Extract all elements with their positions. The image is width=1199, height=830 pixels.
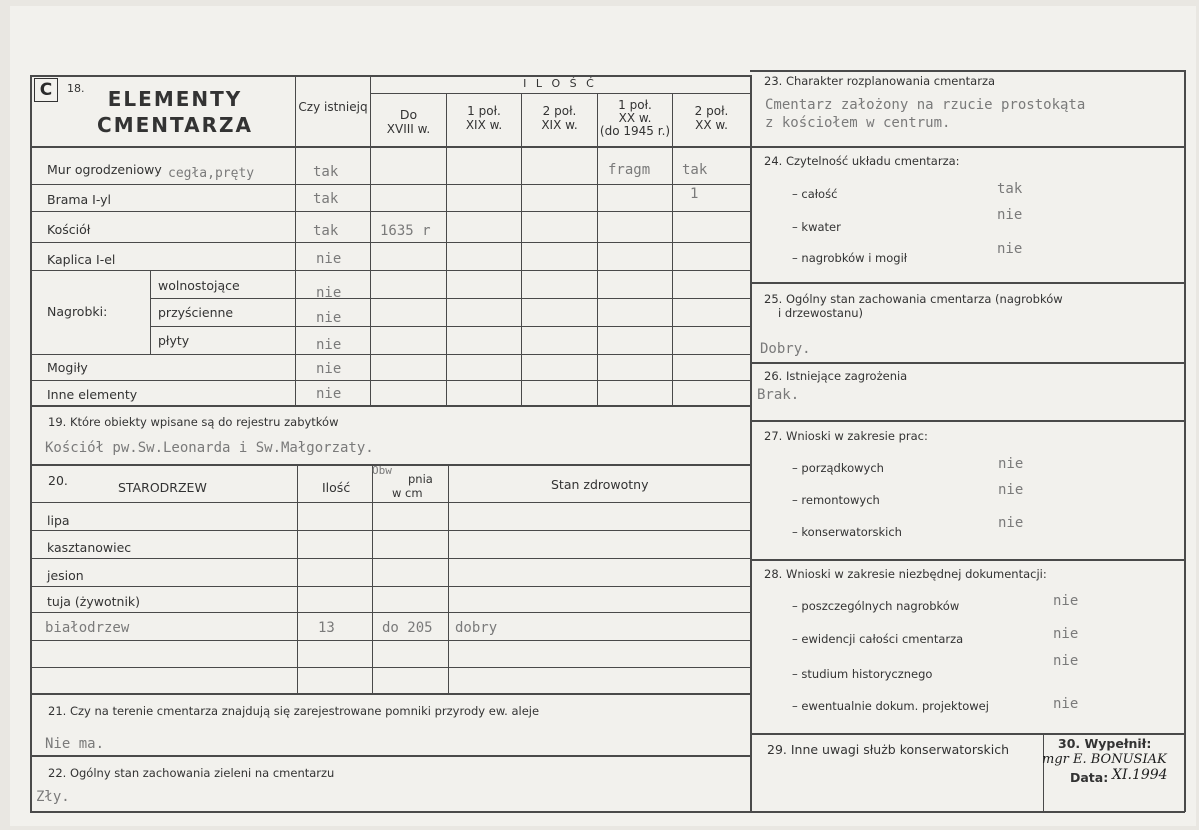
rule	[30, 640, 751, 641]
corner-letter-box: C	[34, 78, 58, 102]
period-header: XX w.	[695, 118, 728, 132]
s22-label: 22. Ogólny stan zachowania zieleni na cmentarzu	[48, 766, 335, 780]
frame-middle	[750, 75, 752, 812]
s24-item-value: tak	[997, 181, 1023, 197]
section-title-line2: CMENTARZA	[97, 113, 253, 137]
frame-right	[1184, 70, 1186, 812]
s24-item-label: – całość	[792, 187, 838, 201]
row-exists-value: tak	[313, 223, 339, 239]
rule	[30, 755, 751, 757]
tree-row-girth: do 205	[382, 620, 433, 636]
s25-label-line1: 25. Ogólny stan zachowania cmentarza (nagrobków	[764, 292, 1063, 306]
row-period-value: tak	[682, 162, 708, 178]
period-header: 2 poł.	[694, 104, 729, 118]
s24-item-label: – nagrobków i mogił	[792, 251, 908, 265]
rule	[750, 70, 1185, 72]
tree-row-count: 13	[318, 620, 335, 636]
row-exists-value: nie	[316, 285, 342, 301]
s20-col-health: Stan zdrowotny	[551, 477, 649, 492]
rule	[750, 559, 1185, 561]
nagrobki-sublabel: przyścienne	[158, 305, 234, 320]
rule	[30, 405, 751, 407]
s30-date-value: XI.1994	[1112, 767, 1168, 783]
rule	[30, 380, 751, 381]
s28-label: 28. Wnioski w zakresie niezbędnej dokumentacji:	[764, 567, 1047, 581]
s20-title: STARODRZEW	[118, 480, 207, 495]
period-header: Do	[399, 107, 418, 122]
period-header: 1 poł.	[618, 98, 652, 112]
rule	[150, 270, 151, 354]
rule	[750, 282, 1185, 284]
s22-value: Zły.	[36, 789, 70, 805]
s28-item-label: – ewidencji całości cmentarza	[792, 632, 964, 646]
s20-col-girth-unit: w cm	[392, 486, 423, 500]
row-label: Mur ogrodzeniowy	[47, 162, 162, 177]
s21-label: 21. Czy na terenie cmentarza znajdują się zarejestrowane pomniki przyrody ew. aleje	[48, 704, 540, 718]
s28-item-label: – ewentualnie dokum. projektowej	[792, 699, 989, 713]
s21-value: Nie ma.	[45, 736, 105, 752]
row-label: Brama I-yl	[47, 192, 112, 207]
period-header: XIX w.	[465, 118, 503, 132]
rule	[750, 362, 1185, 364]
rule	[30, 530, 751, 531]
rule	[750, 811, 1185, 813]
rule	[448, 464, 449, 694]
s26-label: 26. Istniejące zagrożenia	[764, 369, 908, 383]
s20-col-girth-stamp: Obw	[372, 464, 392, 477]
rule	[30, 270, 751, 271]
s20-col-count: Ilość	[322, 480, 351, 495]
row-period-value: 1635 r	[380, 223, 431, 239]
section-number: 18.	[67, 82, 85, 95]
s28-item-label: – studium historycznego	[792, 667, 933, 681]
row-exists-value: nie	[316, 337, 342, 353]
rule	[297, 464, 298, 694]
s28-item-value: nie	[1053, 626, 1079, 642]
row-note: cegła,pręty	[168, 166, 255, 181]
period-header: 1 poł.	[467, 104, 501, 118]
rule	[370, 93, 751, 94]
row-label: Kościół	[47, 222, 91, 237]
s27-item-value: nie	[998, 456, 1024, 472]
frame-left	[30, 75, 32, 812]
row-label: Mogiły	[47, 360, 88, 375]
rule	[150, 326, 751, 327]
row-exists-value: nie	[316, 251, 342, 267]
s24-item-value: nie	[997, 207, 1023, 223]
row-period-value: 1	[690, 186, 699, 202]
s27-item-label: – porządkowych	[792, 461, 884, 475]
rule	[30, 354, 751, 355]
nagrobki-sublabel: płyty	[158, 333, 190, 348]
rule	[750, 420, 1185, 422]
s27-item-value: nie	[998, 515, 1024, 531]
period-header: (do 1945 r.)	[599, 124, 671, 138]
rule	[750, 733, 1185, 735]
s20-col-girth: pnia	[408, 472, 433, 486]
tree-row-name: białodrzew	[45, 620, 130, 636]
s28-item-value: nie	[1053, 696, 1079, 712]
quantity-header: I L O Ś Ć	[523, 77, 597, 90]
nagrobki-sublabel: wolnostojące	[158, 278, 240, 293]
rule	[30, 211, 751, 212]
row-exists-value: nie	[316, 361, 342, 377]
tree-row-name: kasztanowiec	[47, 540, 132, 555]
row-exists-value: tak	[313, 191, 339, 207]
s25-label-line2: i drzewostanu)	[778, 306, 864, 320]
row-label: Kaplica I-el	[47, 252, 116, 267]
row-exists-value: nie	[316, 310, 342, 326]
rule	[30, 184, 751, 185]
s25-value: Dobry.	[760, 341, 811, 357]
s23-value-line1: Cmentarz założony na rzucie prostokąta	[765, 97, 1086, 113]
rule	[672, 93, 673, 405]
s28-item-value: nie	[1053, 593, 1079, 609]
rule	[446, 93, 447, 405]
rule	[30, 146, 751, 148]
s28-item-value: nie	[1053, 653, 1079, 669]
col-exists-header: Czy istniejq	[298, 100, 368, 114]
nagrobki-label: Nagrobki:	[47, 304, 108, 319]
frame-bottom	[30, 811, 751, 813]
rule	[30, 558, 751, 559]
rule	[521, 93, 522, 405]
s20-number: 20.	[48, 473, 68, 488]
s27-item-label: – remontowych	[792, 493, 880, 507]
row-period-value: fragm	[608, 162, 651, 178]
rule	[1043, 733, 1044, 811]
s19-label: 19. Które obiekty wpisane są do rejestru zabytków	[48, 415, 339, 429]
s30-date-label: Data:	[1070, 770, 1109, 785]
rule	[30, 242, 751, 243]
s26-value: Brak.	[757, 387, 800, 403]
period-header: XX w.	[618, 111, 652, 125]
s30-filled-by: mgr E. BONUSIAK	[1042, 752, 1167, 767]
rule	[295, 75, 296, 405]
rule	[30, 586, 751, 587]
period-header: 2 poł.	[542, 104, 577, 118]
s29-label: 29. Inne uwagi służb konserwatorskich	[767, 742, 1009, 757]
s27-label: 27. Wnioski w zakresie prac:	[764, 429, 928, 443]
section-title-line1: ELEMENTY	[107, 87, 243, 111]
rule	[372, 464, 373, 694]
s27-item-value: nie	[998, 482, 1024, 498]
rule	[30, 612, 751, 613]
tree-row-name: jesion	[47, 568, 84, 583]
s24-item-label: – kwater	[792, 220, 841, 234]
tree-row-name: lipa	[47, 513, 70, 528]
s23-label: 23. Charakter rozplanowania cmentarza	[764, 74, 996, 88]
s23-value-line2: z kościołem w centrum.	[765, 115, 951, 131]
s24-item-value: nie	[997, 241, 1023, 257]
rule	[30, 667, 751, 668]
s19-value: Kościół pw.Sw.Leonarda i Sw.Małgorzaty.	[45, 440, 374, 456]
row-exists-value: nie	[316, 386, 342, 402]
s30-label: 30. Wypełnił:	[1058, 736, 1152, 751]
period-header: XIX w.	[541, 118, 578, 132]
s24-label: 24. Czytelność układu cmentarza:	[764, 154, 960, 168]
rule	[150, 298, 751, 299]
row-label: Inne elementy	[47, 387, 138, 402]
tree-row-health: dobry	[455, 620, 498, 636]
tree-row-name: tuja (żywotnik)	[47, 594, 141, 609]
rule	[30, 502, 751, 503]
rule	[750, 146, 1185, 148]
rule	[597, 93, 598, 405]
s27-item-label: – konserwatorskich	[792, 525, 902, 539]
period-header: XVIII w.	[386, 122, 431, 136]
row-exists-value: tak	[313, 164, 339, 180]
s28-item-label: – poszczególnych nagrobków	[792, 599, 960, 613]
rule	[30, 693, 751, 695]
